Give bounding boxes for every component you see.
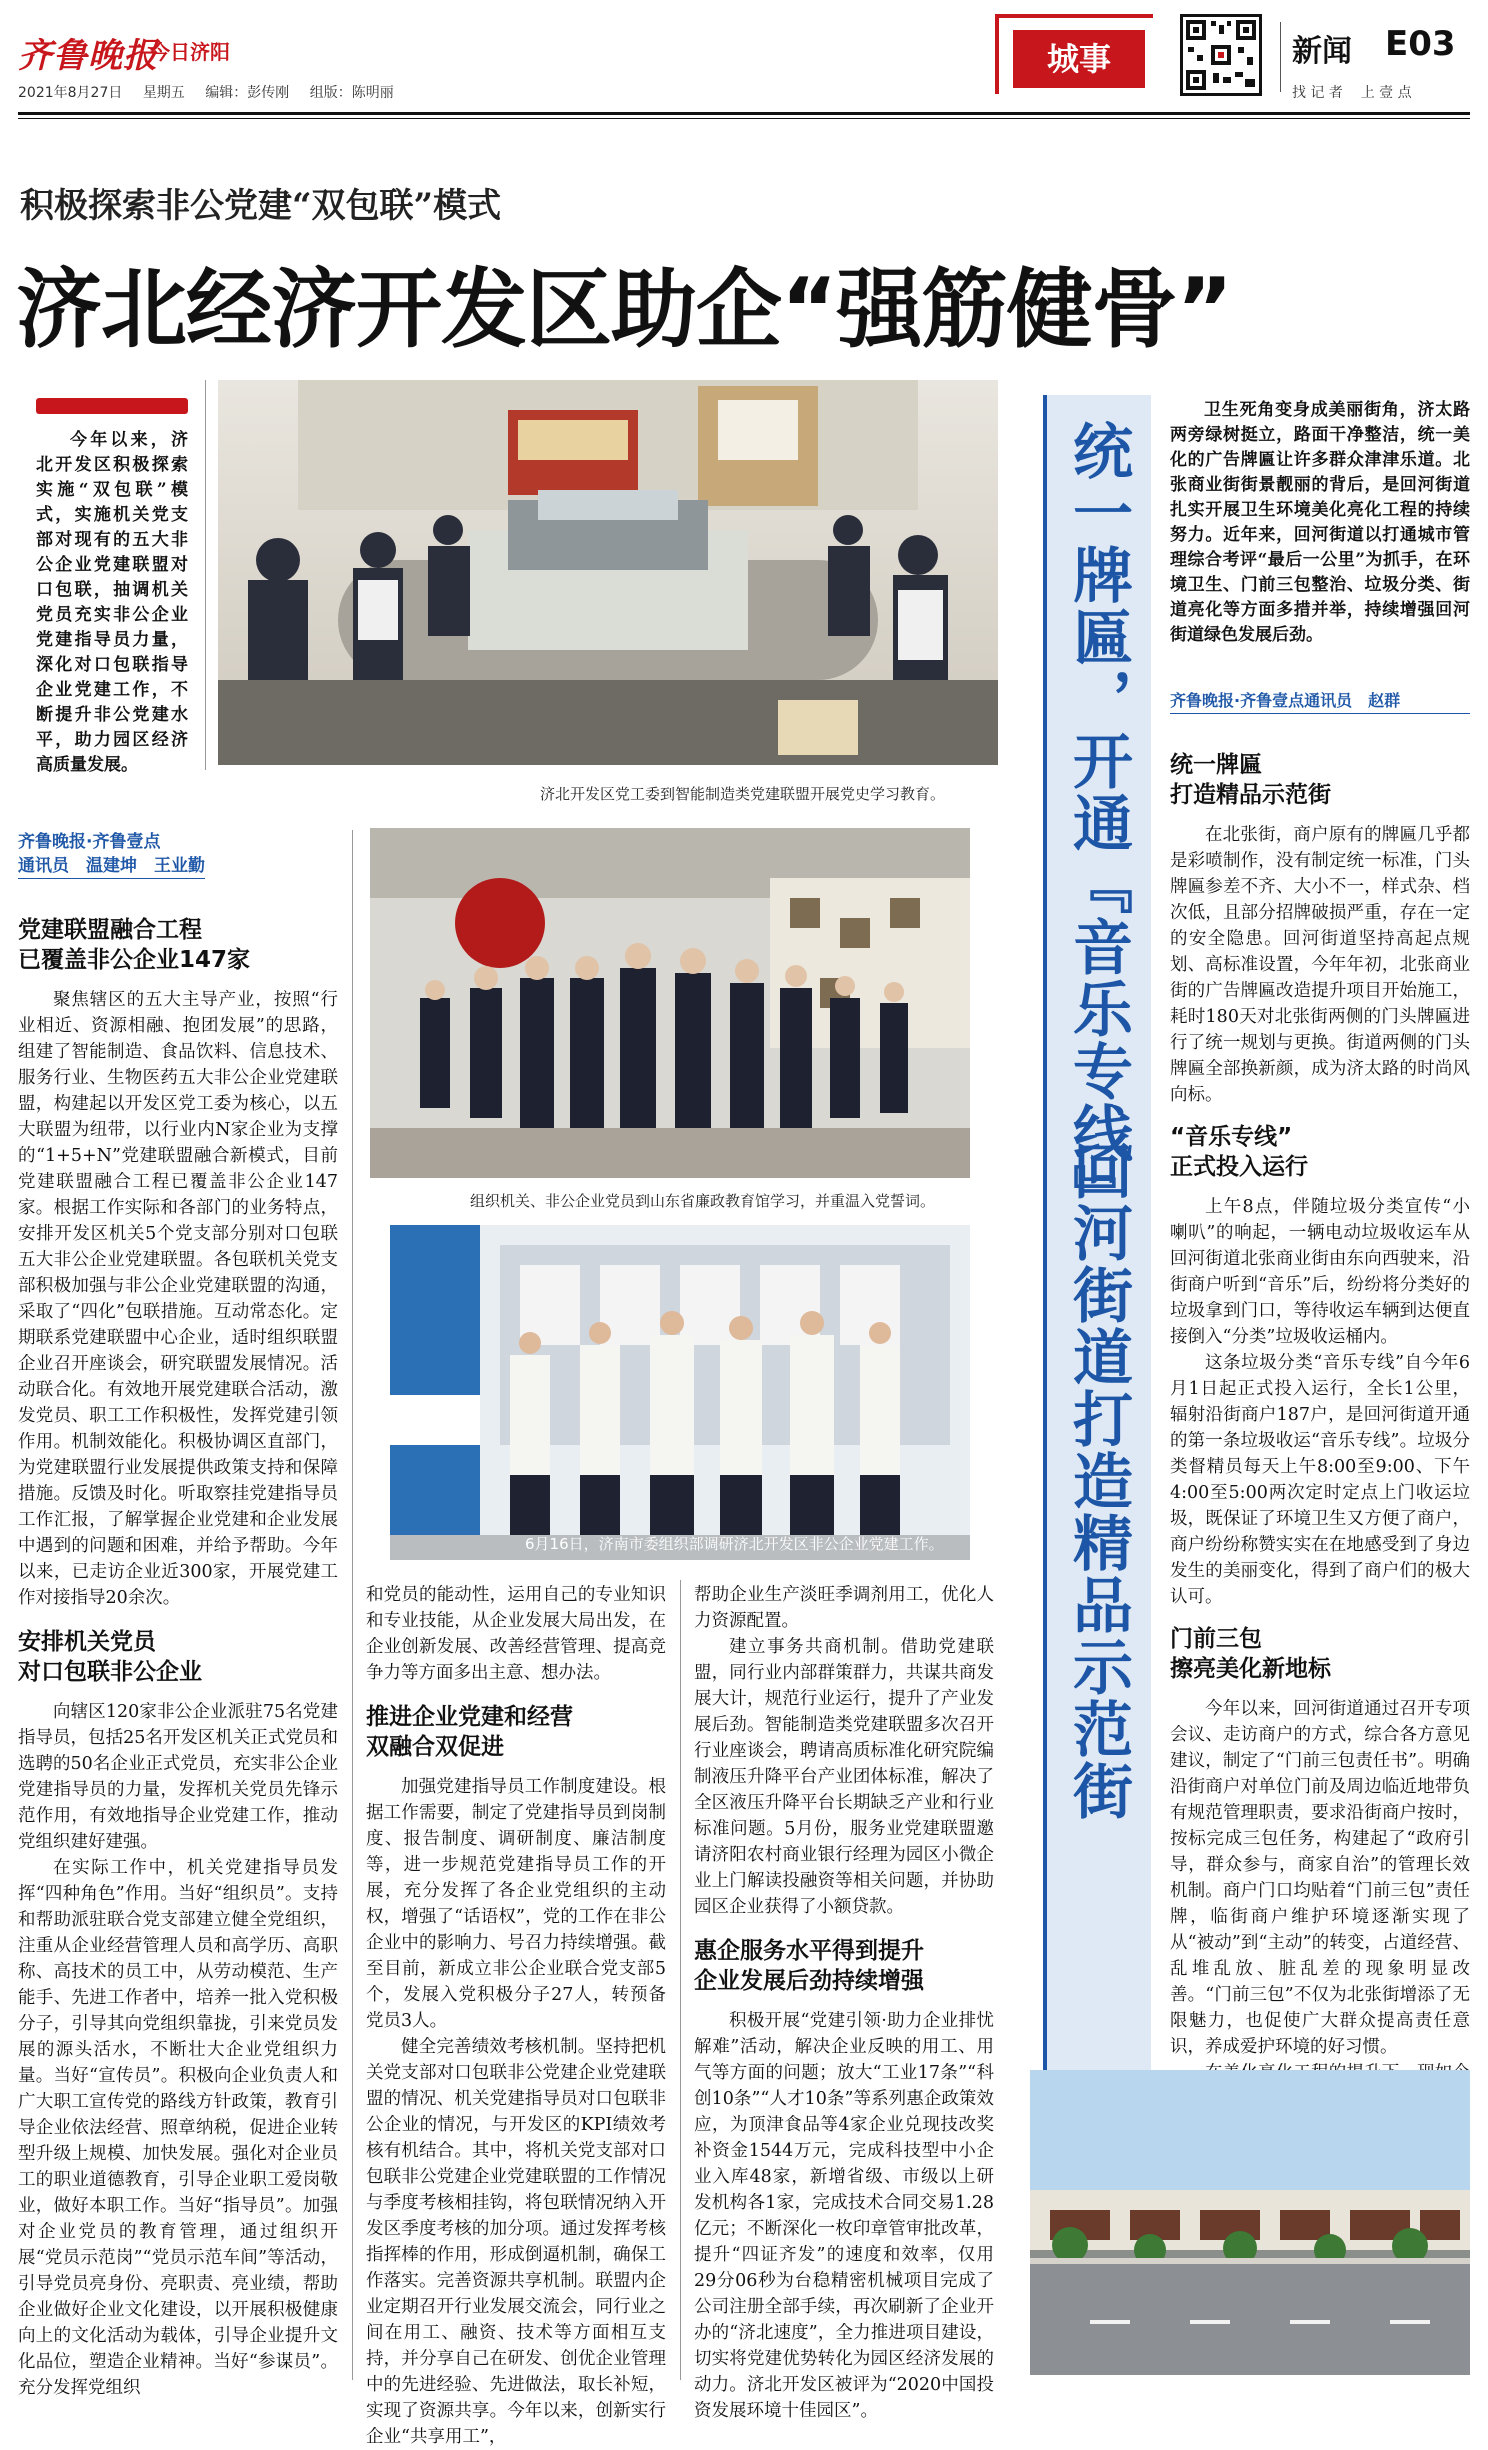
article2-intro: 卫生死角变身成美丽街角，济太路两旁绿树挺立，路面干净整洁，统一美化的广告牌匾让许多群众津津乐道。北张商业街街景靓丽的背后，是回河街道扎实开展卫生环境美化亮化工程的持续努力。近年来，回河街道以打通城市管理综合考评“最后一公里”为抓手，在环境卫生、门前三包整治、垃圾分类、街道亮化等方面多措并举，持续增强回河街道绿色发展后劲。	[1170, 400, 1470, 645]
edition-name: 今日济阳	[150, 40, 230, 64]
photo-meeting-caption: 济北开发区党工委到智能制造类党建联盟开展党史学习教育。	[540, 785, 946, 803]
qr-slogan: 找 记 者 上 壹 点	[1292, 85, 1412, 101]
lead-red-bar	[36, 398, 188, 414]
article1-subhead-3: 推进企业党建和经营 双融合双促进	[366, 1704, 573, 1760]
article2-subhead-2: “音乐专线” 正式投入运行	[1170, 1124, 1308, 1180]
article1-para-2: 向辖区120家非公企业派驻75名党建指导员，包括25名开发区机关正式党员和选聘的50名企业正式党员，充实非公企业党建指导员的力量，发挥机关党员先锋示范作用，有效地指导企业党建工作，推动党组织建好建强。	[18, 1702, 338, 1852]
article1-para-3: 在实际工作中，机关党建指导员发挥“四种角色”作用。当好“组织员”。支持和帮助派驻联合党支部建立健全党组织，注重从企业经营管理人员和高学历、高职称、高技术的员工中，从劳动模范、生产能手、先进工作者中，培养一批入党积极分子，引导其向党组织靠拢，引来党员发展的源头活水，不断壮大企业党组织力量。当好“宣传员”。积极向企业负责人和广大职工宣传党的路线方针政策，教育引导企业依法经营、照章纳税，促进企业转型升级上规模、加快发展。强化对企业员工的职业道德教育，引导企业职工爱岗敬业，做好本职工作。当好“指导员”。加强对企业党员的教育管理，通过组织开展“党员示范岗”“党员示范车间”等活动，引导党员亮身份、亮职责、亮业绩，帮助企业做好企业文化建设，以开展积极健康向上的文化活动为载体，引导企业提升文化品位，塑造企业精神。当好“参谋员”。充分发挥党组织	[18, 1858, 338, 2398]
article2-para-2: 上午8点，伴随垃圾分类宣传“小喇叭”的响起，一辆电动垃圾收运车从回河街道北张商业街由东向西驶来，沿街商户听到“音乐”后，纷纷将分类好的垃圾拿到门口，等待收运车辆到达便直接倒入“分类”垃圾收运桶内。	[1170, 1197, 1470, 1347]
article1-subhead-4: 惠企服务水平得到提升 企业发展后劲持续增强	[694, 1938, 924, 1994]
column-rule	[205, 380, 206, 770]
photo-meeting	[218, 380, 998, 765]
article1-para-9: 积极开展“党建引领·助力企业排忧解难”活动，解决企业反映的用工、用气等方面的问题；放大“工业17条”“科创10条”“人才10条”等系列惠企政策效应，为顶津食品等4家企业兑现技改奖补资金1544万元，完成科技型中小企业入库48家，新增省级、市级以上研发机构各1家，完成技术合同交易1.28亿元；不断深化一枚印章管审批改革，提升“四证齐发”的速度和效率，仅用29分06秒为台稳精密机械项目完成了公司注册全部手续，再次刷新了企业开办的“济北速度”，全力推进项目建设，切实将党建优势转化为园区经济发展的动力。济北开发区被评为“2020中国投资发展环境十佳园区”。	[694, 2011, 994, 2421]
article1-para-8: 建立事务共商机制。借助党建联盟，同行业内部群策群力，共谋共商发展大计，规范行业运行，提升了产业发展后劲。智能制造类党建联盟多次召开行业座谈会，聘请高质标准化研究院编制液压升降平台产业团体标准，解决了全区液压升降平台长期缺乏产业和行业标准问题。5月份，服务业党建联盟邀请济阳农村商业银行经理为园区小微企业上门解读投融资等相关问题，并协助园区企业获得了小额贷款。	[694, 1637, 994, 1917]
issue-layout: 组版：陈明丽	[309, 85, 394, 101]
article2-subhead-3: 门前三包 擦亮美化新地标	[1170, 1626, 1331, 1682]
photo-visit-caption: 6月16日，济南市委组织部调研济北开发区非公企业党建工作。	[525, 1535, 944, 1553]
article1-para-6: 健全完善绩效考核机制。坚持把机关党支部对口包联非公党建企业党建联盟的情况、机关党建指导员对口包联非公企业的情况，与开发区的KPI绩效考核有机结合。其中，将机关党支部对口包联非公党建企业党建联盟的工作情况与季度考核相挂钩，将包联情况纳入开发区季度考核的加分项。通过发挥考核指挥棒的作用，形成倒逼机制，确保工作落实。完善资源共享机制。联盟内企业定期召开行业发展交流会，同行业之间在用工、融资、技术等方面相互支持，并分享自己在研发、创优企业管理中的先进经验、先进做法，取长补短，实现了资源共享。今年以来，创新实行企业“共享用工”，	[366, 2037, 666, 2447]
issue-info	[18, 82, 394, 102]
article2-vertical-headline-1: 统一牌匾，开通『音乐专线』	[1063, 420, 1133, 1226]
article1-para-4: 和党员的能动性，运用自己的专业知识和专业技能，从企业发展大局出发，在企业创新发展、改善经营管理、提高竞争力等方面多出主意、想办法。	[366, 1585, 666, 1683]
qr-code-icon	[1180, 14, 1262, 96]
column-rule	[680, 1580, 681, 2380]
section-name: 新闻	[1292, 34, 1352, 69]
byline-line2: 通讯员 温建坤 王业勤	[18, 854, 205, 879]
masthead-rule	[18, 112, 1470, 115]
article2-subhead-1: 统一牌匾 打造精品示范街	[1170, 752, 1331, 808]
article1-subhead-1: 党建联盟融合工程 已覆盖非公企业147家	[18, 917, 251, 973]
article2-para-1: 在北张街，商户原有的牌匾几乎都是彩喷制作，没有制定统一标准，门头牌匾参差不齐、大小不一，样式杂、档次低，且部分招牌破损严重，存在一定的安全隐患。回河街道坚持高起点规划、高标准设置，今年年初，北张商业街的广告牌匾改造提升项目开始施工，耗时180天对北张街两侧的门头牌匾进行了统一规划与更换。街道两侧的门头牌匾全部换新颜，成为济太路的时尚风向标。	[1170, 825, 1470, 1105]
issue-weekday: 星期五	[142, 85, 185, 101]
article2-vertical-headline-2: 回河街道打造精品示范街	[1063, 1140, 1133, 1822]
article2-byline: 齐鲁晚报·齐鲁壹点通讯员 赵群	[1170, 688, 1470, 714]
column-rule	[352, 830, 353, 2380]
article2-blue-bar-edge	[1043, 395, 1047, 2095]
article2-para-3: 这条垃圾分类“音乐专线”自今年6月1日起正式投入运行，全长1公里，辐射沿街商户187户，是回河街道开通的第一条垃圾收运“音乐专线”。垃圾分类督精员每天上午8:00至9:00、下午4:00至5:00两次定时定点上门收运垃圾，既保证了环境卫生又方便了商户，商户纷纷称赞实实在在地感受到了身边发生的美丽变化，得到了商户们的极大认可。	[1170, 1353, 1470, 1607]
article2-para-4: 今年以来，回河街道通过召开专项会议、走访商户的方式，综合各方意见建议，制定了“门前三包责任书”。明确沿街商户对单位门前及周边临近地带负有规范管理职责，要求沿街商户按时，按标完成三包任务，构建起了“政府引导，群众参与，商家自治”的管理长效机制。商户门口均贴着“门前三包”责任牌，临街商户维护环境逐渐实现了从“被动”到“主动”的转变，占道经营、乱堆乱放、脏乱差的现象明显改善。“门前三包”不仅为北张街增添了无限魅力，也促使广大群众提高责任意识，养成爱护环境的好习惯。	[1170, 1699, 1470, 2057]
article1-column3	[694, 1582, 994, 2424]
article1-lead: 今年以来，济北开发区积极探索实施“双包联”模式，实施机关党支部对现有的五大非公企业党建联盟对口包联，抽调机关党员充实非公企业党建指导员力量，深化对口包联指导企业党建工作，不断提升非公党建水平，助力园区经济高质量发展。	[36, 430, 188, 775]
photo-street	[1030, 2070, 1470, 2375]
issue-editor: 编辑：彭传刚	[205, 85, 290, 101]
section-tag: 城事	[1013, 30, 1145, 88]
article1-para-7: 帮助企业生产淡旺季调剂用工，优化人力资源配置。	[694, 1585, 994, 1631]
article2-column	[1170, 750, 1470, 2190]
page-number: E03	[1385, 24, 1456, 64]
photo-oath-caption: 组织机关、非公企业党员到山东省廉政教育馆学习，并重温入党誓词。	[470, 1192, 936, 1210]
photo-visit	[390, 1225, 970, 1560]
newspaper-logo: 齐鲁晚报	[18, 36, 158, 76]
article1-kicker: 积极探索非公党建“双包联”模式	[20, 186, 502, 226]
masthead-divider	[1280, 22, 1281, 92]
issue-date: 2021年8月27日	[18, 85, 123, 101]
masthead-rule-thin	[18, 118, 1470, 119]
article1-para-1: 聚焦辖区的五大主导产业，按照“行业相近、资源相融、抱团发展”的思路，组建了智能制造、食品饮料、信息技术、服务行业、生物医药五大非公企业党建联盟，构建起以开发区党工委为核心，以五大联盟为纽带，以行业内N家企业为支撑的“1+5+N”党建联盟融合新模式，目前党建联盟融合工程已覆盖非公企业147家。根据工作实际和各部门的业务特点，安排开发区机关5个党支部分别对口包联五大非公企业党建联盟。各包联机关党支部积极加强与非公企业党建联盟的沟通，采取了“四化”包联措施。互动常态化。定期联系党建联盟中心企业，适时组织联盟企业召开座谈会，研究联盟发展情况。活动联合化。有效地开展党建联合活动，激发党员、职工工作积极性，发挥党建引领作用。机制效能化。积极协调区直部门，为党建联盟行业发展提供政策支持和保障措施。反馈及时化。听取察挂党建指导员工作汇报，了解掌握企业党建和企业发展中遇到的问题和困难，并给予帮助。今年以来，已走访企业近300家，开展党建工作对接指导20余次。	[18, 990, 338, 1608]
article1-column1	[18, 915, 338, 2401]
byline-line1: 齐鲁晚报·齐鲁壹点	[18, 832, 161, 852]
article1-headline: 济北经济开发区助企“强筋健骨”	[16, 260, 1233, 360]
article1-subhead-2: 安排机关党员 对口包联非公企业	[18, 1629, 202, 1685]
photo-oath	[370, 828, 970, 1178]
article1-para-5: 加强党建指导员工作制度建设。根据工作需要，制定了党建指导员到岗制度、报告制度、调研制度、廉洁制度等，进一步规范党建指导员工作的开展，充分发挥了各企业党组织的主动权，增强了“话语权”，党的工作在非公企业中的影响力、号召力持续增强。截至目前，新成立非公企业联合党支部5个，发展入党积极分子27人，转预备党员3人。	[366, 1777, 666, 2031]
masthead	[0, 0, 1488, 125]
article1-column2	[366, 1582, 666, 2450]
article1-byline	[18, 830, 268, 879]
